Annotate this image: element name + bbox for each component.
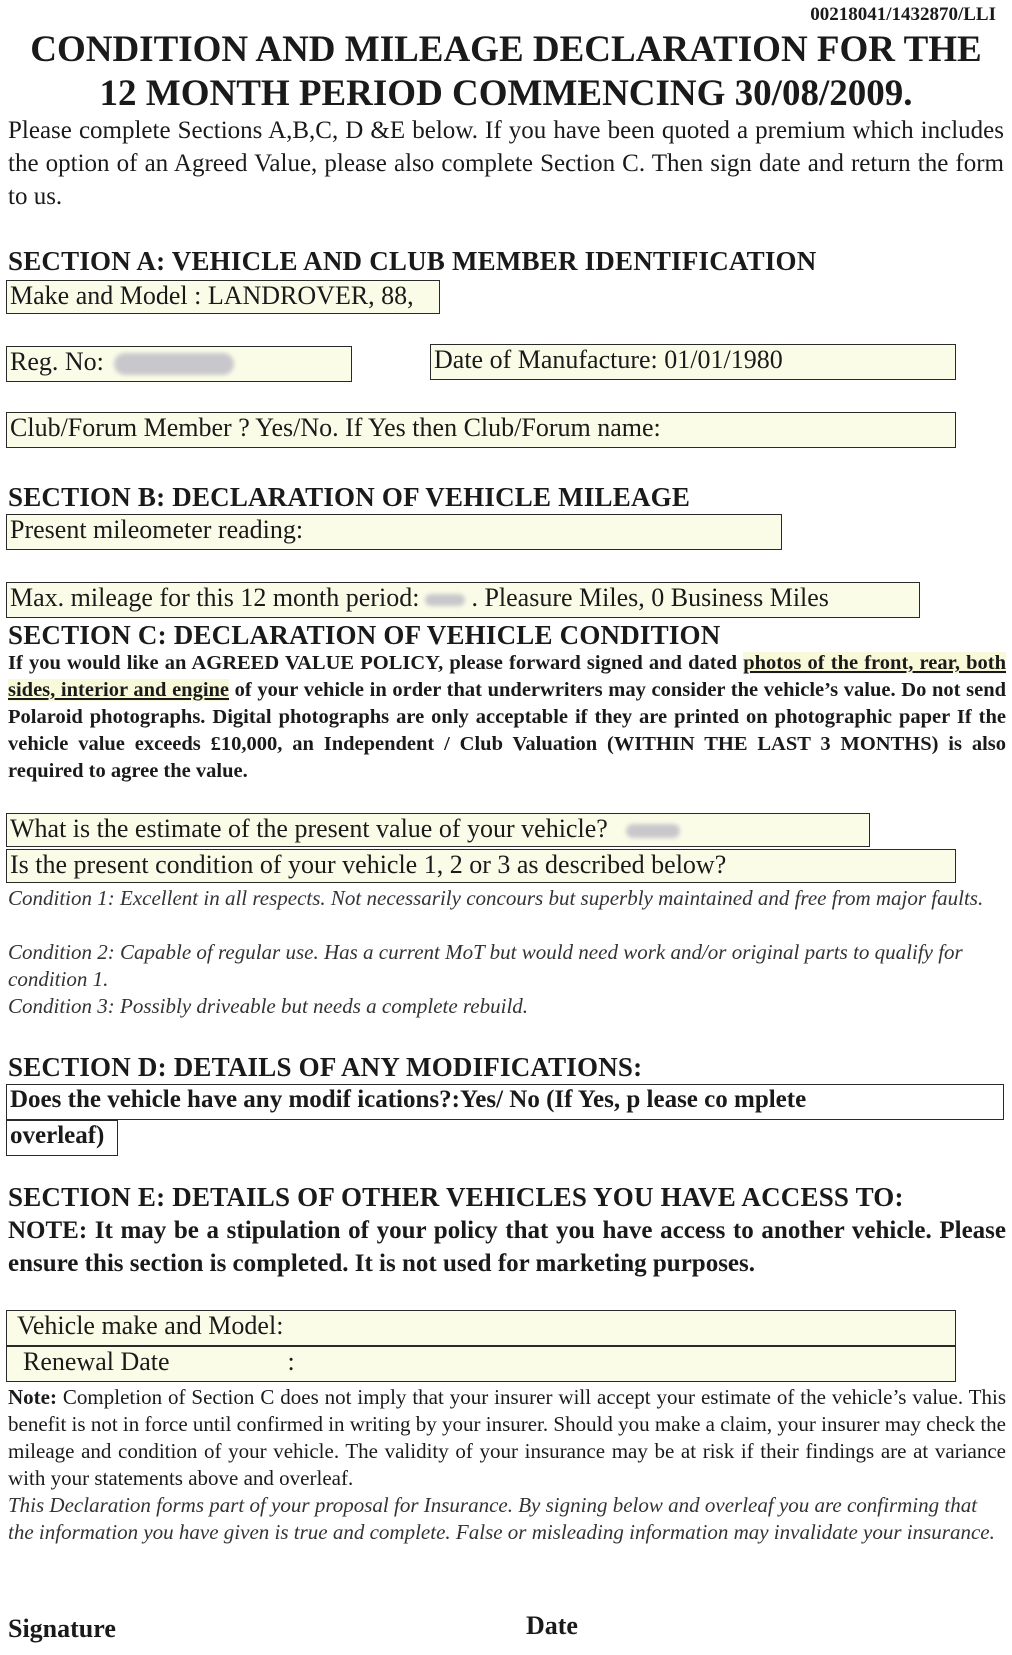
- max-mileage-label: Max. mileage for this 12 month period:: [10, 583, 420, 612]
- agreed-value-text-end: of your vehicle in order that underwriters may consider the vehicle’s value. Do not send Polaroid photographs. Digital photographs are only acceptable if they are printed on photographic paper If the vehicle value exceeds £10,000, an Independent / Club Valuation (WITHIN THE LAST 3 MONTHS) is also required to agree the value.: [8, 679, 1006, 782]
- page-title-line-1: CONDITION AND MILEAGE DECLARATION FOR THE: [30, 29, 982, 70]
- estimate-value-field[interactable]: [6, 813, 870, 847]
- club-member-field[interactable]: [6, 412, 956, 448]
- form-reference: 00218041/1432870/LLI: [810, 4, 996, 25]
- mileometer-field[interactable]: [6, 514, 782, 550]
- condition-2-description: Condition 2: Capable of regular use. Has a current MoT but would need work and/or original parts to qualify for condition 1.: [8, 940, 963, 991]
- redacted-estimate: [626, 824, 680, 838]
- mileometer-label: Present mileometer reading:: [10, 515, 304, 544]
- agreed-value-text-start: If you would like an AGREED VALUE POLICY, please forward signed and dated: [8, 652, 744, 674]
- modifications-overleaf-text: overleaf): [10, 1122, 105, 1149]
- condition-1-description: Condition 1: Excellent in all respects. Not necessarily concours but superbly maintained and free from major faults.: [8, 886, 984, 910]
- renewal-date-field[interactable]: [6, 1346, 956, 1382]
- footer-note-label: Note:: [8, 1385, 57, 1409]
- reg-no-field[interactable]: [6, 346, 352, 382]
- agreed-value-paragraph: [8, 650, 1006, 785]
- reg-no-label: Reg. No:: [10, 347, 104, 376]
- condition-question-text: Is the present condition of your vehicle 1, 2 or 3 as described below?: [10, 850, 727, 879]
- date-label: Date: [526, 1611, 578, 1640]
- section-e-note: NOTE: It may be a stipulation of your policy that you have access to another vehicle. Please ensure this section is completed. It is not used for marketing purposes.: [8, 1217, 1006, 1277]
- section-b-heading: SECTION B: DECLARATION OF VEHICLE MILEAGE: [8, 482, 691, 512]
- signature-label: Signature: [8, 1614, 116, 1643]
- footer-note-text: Completion of Section C does not imply that your insurer will accept your estimate of the vehicle’s value. This benefit is not in force until confirmed in writing by your insurer. Should you make a claim, your insurer may check the mileage and condition of your vehicle. The validity of your insurance may be at risk if their findings are at variance with your statements above and overleaf.: [8, 1385, 1006, 1490]
- redacted-mileage: [425, 594, 465, 606]
- max-mileage-field[interactable]: [6, 582, 920, 618]
- make-model-field[interactable]: [6, 280, 440, 314]
- renewal-date-label: Renewal Date: [23, 1347, 170, 1376]
- modifications-question-text: Does the vehicle have any modif ications?:Yes/ No (If Yes, p lease co mplete: [10, 1086, 807, 1113]
- modifications-overleaf-box: [6, 1120, 118, 1156]
- section-e-heading: SECTION E: DETAILS OF OTHER VEHICLES YOU HAVE ACCESS TO:: [8, 1182, 904, 1212]
- section-d-heading: SECTION D: DETAILS OF ANY MODIFICATIONS:: [8, 1052, 643, 1082]
- date-of-manufacture-field[interactable]: [430, 344, 956, 380]
- intro-paragraph: Please complete Sections A,B,C, D &E below. If you have been quoted a premium which includes the option of an Agreed Value, please also complete Section C. Then sign date and return the form to us.: [8, 117, 1004, 210]
- date-of-manufacture-text: Date of Manufacture: 01/01/1980: [434, 345, 783, 374]
- photos-required-text: photos of the front, rear, both sides, interior and engine: [8, 652, 1007, 701]
- section-c-heading: SECTION C: DECLARATION OF VEHICLE CONDITION: [8, 620, 721, 650]
- other-vehicle-label: Vehicle make and Model:: [17, 1311, 284, 1340]
- section-a-heading: SECTION A: VEHICLE AND CLUB MEMBER IDENTIFICATION: [8, 246, 817, 276]
- modifications-question-box[interactable]: [6, 1084, 1004, 1120]
- footer-note: [8, 1384, 1006, 1492]
- make-model-text: Make and Model : LANDROVER, 88,: [10, 281, 414, 310]
- max-mileage-suffix: . Pleasure Miles, 0 Business Miles: [471, 583, 829, 612]
- renewal-date-colon: :: [287, 1347, 295, 1376]
- club-member-text: Club/Forum Member ? Yes/No. If Yes then Club/Forum name:: [10, 413, 661, 442]
- other-vehicle-field[interactable]: [6, 1310, 956, 1346]
- redacted-reg-number: [114, 353, 234, 375]
- condition-3-description: Condition 3: Possibly driveable but needs a complete rebuild.: [8, 994, 529, 1018]
- condition-question-field[interactable]: [6, 849, 956, 883]
- estimate-value-question: What is the estimate of the present value of your vehicle?: [10, 814, 608, 843]
- page-title-line-2: 12 MONTH PERIOD COMMENCING 30/08/2009.: [99, 73, 913, 114]
- declaration-paragraph: This Declaration forms part of your proposal for Insurance. By signing below and overleaf you are confirming that the information you have given is true and complete. False or misleading information may invalidate your insurance.: [8, 1493, 995, 1544]
